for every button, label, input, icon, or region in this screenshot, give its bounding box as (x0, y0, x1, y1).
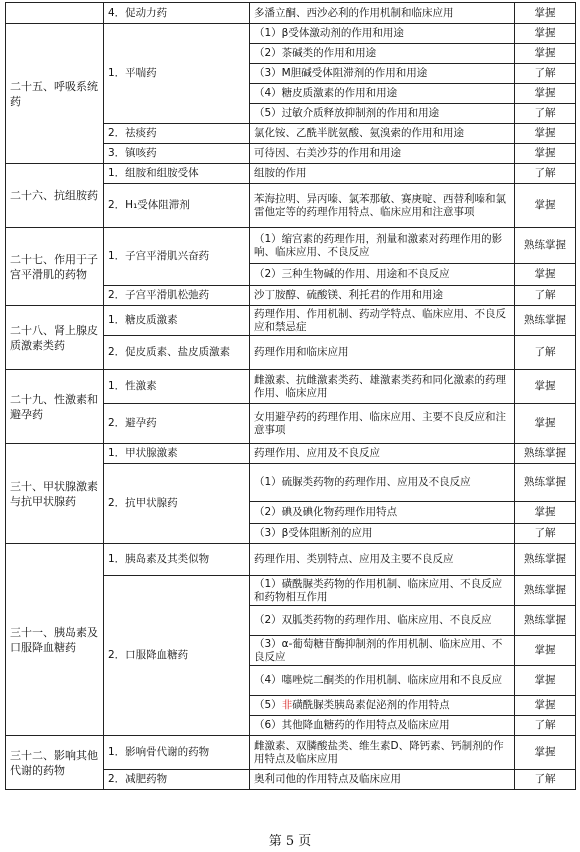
subcategory-cell: 1．性激素 (104, 370, 250, 404)
level-cell: 了解 (515, 524, 576, 544)
level-cell: 了解 (515, 770, 576, 790)
content-cell: 药理作用和临床应用 (250, 336, 515, 370)
content-cell: （2）茶碱类的作用和用途 (250, 44, 515, 64)
content-cell (250, 696, 515, 716)
content-cell: 苯海拉明、异丙嗪、氯苯那敏、赛庚啶、西替利嗪和氯雷他定等的药理作用特点、临床应用和注意事项 (250, 184, 515, 228)
level-cell: 熟练掌握 (515, 464, 576, 502)
level-cell: 熟练掌握 (515, 606, 576, 636)
content-cell: 可待因、右美沙芬的作用和用途 (250, 144, 515, 164)
level-cell: 掌握 (515, 24, 576, 44)
subcategory-cell: 2．抗甲状腺药 (104, 464, 250, 544)
subcategory-cell: 1．甲状腺激素 (104, 444, 250, 464)
subcategory-cell: 2．子宫平滑肌松弛药 (104, 286, 250, 306)
content-cell: 氯化铵、乙酰半胱氨酸、氨溴索的作用和用途 (250, 124, 515, 144)
content-cell: （2）碘及碘化物药理作用特点 (250, 502, 515, 524)
content-cell: （3）β受体阻断剂的应用 (250, 524, 515, 544)
subcategory-cell: 2．祛痰药 (104, 124, 250, 144)
table-row (6, 3, 576, 24)
level-cell: 熟练掌握 (515, 228, 576, 264)
level-cell: 掌握 (515, 666, 576, 696)
level-cell: 掌握 (515, 44, 576, 64)
subcategory-cell: 1．子宫平滑肌兴奋药 (104, 228, 250, 286)
content-cell: 奥利司他的作用特点及临床应用 (250, 770, 515, 790)
content-cell: （1）缩宫素的药理作用，剂量和激素对药理作用的影响、临床应用、不良反应 (250, 228, 515, 264)
level-cell: 了解 (515, 104, 576, 124)
subcategory-cell: 1．影响骨代谢的药物 (104, 736, 250, 770)
content-cell: （6）其他降血糖药的作用特点及临床应用 (250, 716, 515, 736)
table-row (6, 370, 576, 404)
category-cell: 二十八、肾上腺皮质激素类药 (6, 306, 104, 370)
level-cell: 了解 (515, 286, 576, 306)
content-cell: 沙丁胺醇、硫酸镁、利托君的作用和用途 (250, 286, 515, 306)
level-cell: 掌握 (515, 696, 576, 716)
content-cell: （1）磺酰脲类药物的作用机制、临床应用、不良反应和药物相互作用 (250, 576, 515, 606)
subcategory-cell: 1．组胺和组胺受体 (104, 164, 250, 184)
level-cell: 掌握 (515, 144, 576, 164)
subcategory-cell: 3．镇咳药 (104, 144, 250, 164)
level-cell: 掌握 (515, 184, 576, 228)
level-cell: 掌握 (515, 264, 576, 286)
level-cell: 掌握 (515, 736, 576, 770)
highlighted-text: 非 (281, 699, 293, 711)
level-cell: 熟练掌握 (515, 576, 576, 606)
level-cell: 掌握 (515, 124, 576, 144)
level-cell: 熟练掌握 (515, 444, 576, 464)
category-cell: 三十二、影响其他代谢的药物 (6, 736, 104, 790)
subcategory-cell: 4．促动力药 (104, 3, 250, 24)
content-prefix: （5） (254, 699, 282, 711)
subcategory-cell: 2．H₁受体阻滞剂 (104, 184, 250, 228)
level-cell: 掌握 (515, 404, 576, 444)
content-cell: （4）噻唑烷二酮类的作用机制、临床应用和不良反应 (250, 666, 515, 696)
content-cell: 药理作用、类别特点、应用及主要不良反应 (250, 544, 515, 576)
table-row (6, 736, 576, 770)
content-cell: （4）糖皮质激素的作用和用途 (250, 84, 515, 104)
table-row (6, 544, 576, 576)
level-cell: 了解 (515, 164, 576, 184)
category-cell: 二十六、抗组胺药 (6, 164, 104, 228)
category-cell: 二十九、性激素和避孕药 (6, 370, 104, 444)
level-cell: 了解 (515, 64, 576, 84)
content-cell: 女用避孕药的药理作用、临床应用、主要不良反应和注意事项 (250, 404, 515, 444)
content-cell: （1）β受体激动剂的作用和用途 (250, 24, 515, 44)
subcategory-cell: 2．促皮质素、盐皮质激素 (104, 336, 250, 370)
content-cell: （5）过敏介质释放抑制剂的作用和用途 (250, 104, 515, 124)
category-cell: 三十、甲状腺激素与抗甲状腺药 (6, 444, 104, 544)
level-cell: 了解 (515, 336, 576, 370)
content-cell: （3）M胆碱受体阻滞剂的作用和用途 (250, 64, 515, 84)
level-cell: 熟练掌握 (515, 306, 576, 336)
table-row (6, 306, 576, 336)
table-row (6, 164, 576, 184)
content-cell: 药理作用、应用及不良反应 (250, 444, 515, 464)
page-number: 第 5 页 (268, 834, 312, 849)
content-cell: 雌激素、抗雌激素类药、雄激素类药和同化激素的药理作用、临床应用 (250, 370, 515, 404)
level-cell: 掌握 (515, 3, 576, 24)
subcategory-cell: 2．减肥药物 (104, 770, 250, 790)
subcategory-cell: 1．糖皮质激素 (104, 306, 250, 336)
category-cell: 二十五、呼吸系统药 (6, 24, 104, 164)
level-cell: 掌握 (515, 636, 576, 666)
content-cell: （2）双胍类药物的药理作用、临床应用、不良反应 (250, 606, 515, 636)
subcategory-cell: 1．胰岛素及其类似物 (104, 544, 250, 576)
level-cell: 掌握 (515, 502, 576, 524)
category-cell (6, 3, 104, 24)
level-cell: 熟练掌握 (515, 544, 576, 576)
syllabus-table (5, 2, 576, 790)
subcategory-cell: 1．平喘药 (104, 24, 250, 124)
content-suffix: 磺酰脲类胰岛素促泌剂的作用特点 (292, 699, 450, 711)
table-row (6, 24, 576, 44)
subcategory-cell: 2．口服降血糖药 (104, 576, 250, 736)
content-cell: 多潘立酮、西沙必利的作用机制和临床应用 (250, 3, 515, 24)
level-cell: 了解 (515, 716, 576, 736)
level-cell: 掌握 (515, 370, 576, 404)
content-cell: （1）硫脲类药物的药理作用、应用及不良反应 (250, 464, 515, 502)
content-cell: 组胺的作用 (250, 164, 515, 184)
content-cell: （3）α-葡萄糖苷酶抑制剂的作用机制、临床应用、不良反应 (250, 636, 515, 666)
content-cell: （2）三种生物碱的作用、用途和不良反应 (250, 264, 515, 286)
content-cell: 药理作用、作用机制、药动学特点、临床应用、不良反应和禁忌症 (250, 306, 515, 336)
table-row (6, 444, 576, 464)
subcategory-cell: 2．避孕药 (104, 404, 250, 444)
category-cell: 二十七、作用于子宫平滑肌的药物 (6, 228, 104, 306)
content-cell: 雌激素、双膦酸盐类、维生素D、降钙素、钙制剂的作用特点及临床应用 (250, 736, 515, 770)
level-cell: 掌握 (515, 84, 576, 104)
table-row (6, 228, 576, 264)
category-cell: 三十一、胰岛素及口服降血糖药 (6, 544, 104, 736)
